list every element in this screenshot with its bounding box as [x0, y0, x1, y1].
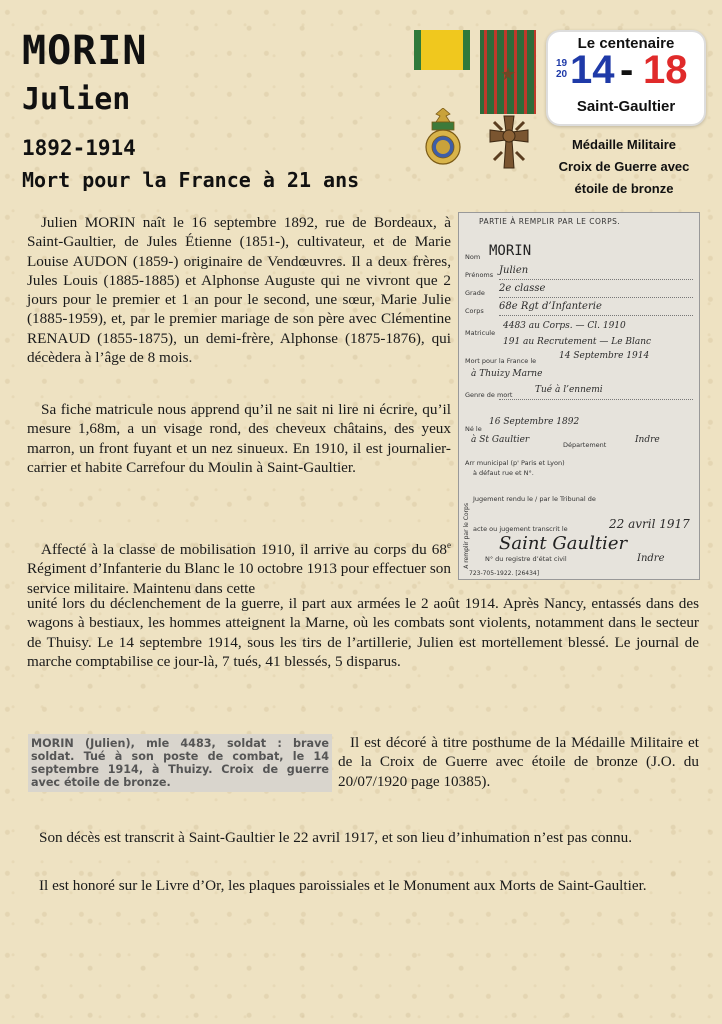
- caption-line-1: Médaille Militaire: [571, 137, 677, 152]
- fiche-transcrit-label: acte ou jugement transcrit le: [473, 525, 568, 533]
- fiche-line: [499, 315, 693, 316]
- fiche-arr-label: Arr municipal (p' Paris et Lyon): [465, 459, 565, 467]
- fiche-prenoms-label: Prénoms: [465, 271, 494, 279]
- fiche-matricule: 4483 au Corps. — Cl. 1910: [503, 321, 626, 331]
- logo-place: Saint-Gaultier: [576, 98, 676, 115]
- fiche-lieu-mort: à Thuizy Marne: [471, 369, 543, 379]
- caption-line-2: Croix de Guerre avec: [558, 159, 690, 174]
- fiche-genre-label: Genre de mort: [465, 391, 513, 399]
- logo-years: [556, 58, 567, 80]
- fiche-ne-label: Né le: [465, 425, 482, 433]
- medaille-militaire-icon: [424, 108, 462, 166]
- paragraph-service-start: [27, 536, 451, 598]
- fiche-prenoms: Julien: [499, 265, 529, 276]
- paragraph-deces: Son décès est transcrit à Saint-Gaultier le 22 avril 1917, et son lieu d’inhumation n’est pas connu.: [39, 829, 633, 846]
- fiche-mort-label: Mort pour la France le: [465, 357, 537, 365]
- logo-14: 14: [570, 48, 615, 92]
- fiche-recrutement: 191 au Recrutement — Le Blanc: [503, 337, 652, 347]
- fiche-indre-2: Indre: [637, 553, 665, 564]
- fiche-grade-label: Grade: [465, 289, 485, 297]
- life-dates: 1892-1914: [22, 136, 136, 160]
- fiche-header: PARTIE À REMPLIR PAR LE CORPS.: [479, 217, 621, 226]
- fiche-mort-date: 14 Septembre 1914: [559, 351, 650, 361]
- fiche-nom: MORIN: [489, 243, 532, 259]
- surname-heading: MORIN: [22, 28, 148, 74]
- fiche-ne-date: 16 Septembre 1892: [489, 417, 580, 427]
- service-text-b: Régiment d’Infanterie du Blanc le 10 octobre 1913 pour effectuer son service militaire. Maintenu dans cette: [27, 560, 451, 597]
- paragraph-decoration: Il est décoré à titre posthume de la Médaille Militaire et de la Croix de Guerre avec étoile de bronze (J.O. du 20/07/1920 page 10385).: [338, 734, 699, 790]
- fiche-nom-label: Nom: [465, 253, 481, 261]
- paragraph-service-end: unité lors du déclenchement de la guerre, il part aux armées le 2 août 1914. Après Nancy, entassés dans des wagons à bestiaux, les hommes atteignent la Marne, où les combats sont violents, notamment dans le secteur de Thuisy. Le 14 septembre 1914, sous les tirs de l’artillerie, Julien est mortellement blessé. Le journal de marche comptabilise ce jour-là, 7 tués, 41 blessés, 5 disparus.: [27, 595, 699, 670]
- fiche-dept: Indre: [635, 435, 660, 445]
- fiche-lieu-transcrit: Saint Gaultier: [499, 533, 628, 554]
- fiche-corps-label: Corps: [465, 307, 484, 315]
- fiche-line: [499, 279, 693, 280]
- paragraph-birth: Julien MORIN naît le 16 septembre 1892, rue de Bordeaux, à Saint-Gaultier, de Jules Étienne (1851-), cultivateur, et de Marie Louise AUDON (1859-) originaire de Vendœuvres. Il a deux frères, Jules Louis (1885-1885) et Alphonse Auguste qui ne vivront que 2 jours pour le premier et 1 an pour le second, une sœur, Marie Julie (1885-1959), et, par le premier mariage de son père avec Clémentine RENAUD (1855-1875), un demi-frère, Alphonse (1875-1876), qui décèdera à l’âge de 8 mois.: [27, 214, 451, 367]
- fiche-line: [499, 399, 693, 400]
- croix-de-guerre-ribbon: [480, 30, 536, 114]
- service-text-a: Affecté à la classe de mobilisation 1910, il arrive au corps du 68: [41, 541, 447, 559]
- logo-18: 18: [643, 48, 688, 92]
- fiche-line: [499, 297, 693, 298]
- medal-caption: [540, 134, 708, 200]
- logo-year-bottom: 20: [556, 69, 568, 80]
- star-icon: ★: [500, 64, 517, 84]
- fiche-transcrit-date: 22 avril 1917: [609, 517, 690, 531]
- fiche-ne-lieu: à St Gaultier: [471, 435, 530, 445]
- fiche-footer: 723-705-1922. [26434]: [469, 570, 540, 577]
- fiche-dept-label: Département: [563, 441, 607, 449]
- logo-year-top: 19: [556, 58, 568, 69]
- paragraph-honneur: Il est honoré sur le Livre d’Or, les plaques paroissiales et le Monument aux Morts de Saint-Gaultier.: [39, 877, 647, 894]
- caption-line-3: étoile de bronze: [574, 181, 674, 196]
- fiche-vertical-text: À remplir par le Corps: [463, 503, 470, 569]
- ordinal-sup: e: [447, 540, 451, 550]
- logo-title: Le centenaire: [577, 35, 675, 52]
- fiche-corps: 68e Rgt d’Infanterie: [499, 301, 602, 312]
- medaille-militaire-ribbon: [414, 30, 470, 70]
- fiche-matricule-scan: [458, 212, 700, 580]
- jo-citation: MORIN (Julien), mle 4483, soldat : brave soldat. Tué à son poste de combat, le 14 septembre 1914, à Thuizy. Croix de guerre avec étoile de bronze.: [31, 737, 329, 789]
- firstname-heading: Julien: [22, 82, 131, 117]
- fiche-tribunal-label: Jugement rendu le / par le Tribunal de: [473, 495, 596, 503]
- death-subtitle: Mort pour la France à 21 ans: [22, 168, 360, 192]
- croix-de-guerre-icon: [484, 112, 534, 172]
- fiche-rue-label: à défaut rue et N°.: [473, 469, 534, 477]
- journal-officiel-clipping: [28, 734, 332, 792]
- centenaire-logo: [546, 30, 706, 126]
- fiche-genre: Tué à l’ennemi: [535, 385, 603, 395]
- fiche-matricule-label: Matricule: [465, 329, 496, 337]
- fiche-grade: 2e classe: [499, 283, 546, 294]
- paragraph-matricule: Sa fiche matricule nous apprend qu’il ne sait ni lire ni écrire, qu’il mesure 1,68m, a un visage rond, des cheveux châtains, des yeux marron, un front fuyant et un nez sinueux. En 1910, il est journalier-carrier et habite Carrefour du Moulin à Saint-Gaultier.: [27, 401, 451, 476]
- logo-dash: -: [620, 48, 634, 92]
- fiche-etat-civil-label: N° du registre d’état civil: [485, 555, 567, 563]
